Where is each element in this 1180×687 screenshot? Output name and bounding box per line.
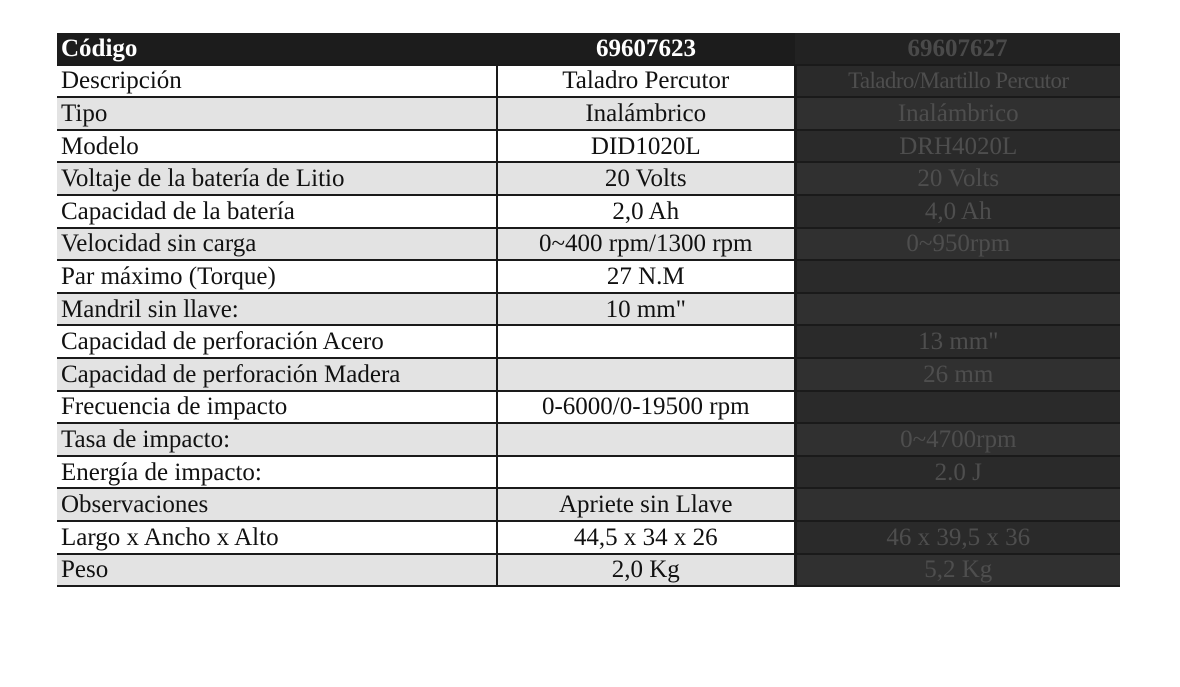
table-row [57, 97, 1120, 130]
table-row [57, 325, 1120, 358]
header-label: Código [57, 33, 497, 65]
row-value-b: 0~950rpm [795, 228, 1120, 261]
table-row [57, 456, 1120, 489]
row-value-b: Inalámbrico [795, 97, 1120, 130]
row-label: Capacidad de perforación Acero [57, 325, 497, 358]
row-value-b: 46 x 39,5 x 36 [795, 521, 1120, 554]
row-label: Par máximo (Torque) [57, 260, 497, 293]
header-model-b: 69607627 [795, 33, 1120, 65]
table-row [57, 554, 1120, 587]
row-value-b [795, 293, 1120, 326]
row-label: Largo x Ancho x Alto [57, 521, 497, 554]
table-row [57, 358, 1120, 391]
row-value-a: 10 mm" [497, 293, 795, 326]
row-value-b: 2.0 J [795, 456, 1120, 489]
row-label: Observaciones [57, 488, 497, 521]
row-value-b: DRH4020L [795, 130, 1120, 163]
row-value-a [497, 456, 795, 489]
table-row [57, 65, 1120, 98]
table-row [57, 130, 1120, 163]
row-value-a: 0~400 rpm/1300 rpm [497, 228, 795, 261]
spec-comparison-table [57, 33, 1120, 587]
row-label: Capacidad de perforación Madera [57, 358, 497, 391]
row-value-b [795, 488, 1120, 521]
row-label: Frecuencia de impacto [57, 391, 497, 424]
row-value-a: Inalámbrico [497, 97, 795, 130]
header-row [57, 33, 1120, 65]
row-value-b: 0~4700rpm [795, 423, 1120, 456]
table-row [57, 391, 1120, 424]
row-label: Modelo [57, 130, 497, 163]
row-value-b: Taladro/Martillo Percutor [795, 65, 1120, 98]
row-value-b [795, 260, 1120, 293]
row-label: Descripción [57, 65, 497, 98]
table-row [57, 162, 1120, 195]
row-value-a: 0-6000/0-19500 rpm [497, 391, 795, 424]
table-row [57, 228, 1120, 261]
row-value-b [795, 391, 1120, 424]
row-label: Tipo [57, 97, 497, 130]
table-row [57, 488, 1120, 521]
row-label: Mandril sin llave: [57, 293, 497, 326]
row-value-b: 26 mm [795, 358, 1120, 391]
row-value-a [497, 358, 795, 391]
row-value-a [497, 325, 795, 358]
header-model-a: 69607623 [497, 33, 795, 65]
row-value-a: DID1020L [497, 130, 795, 163]
row-label: Tasa de impacto: [57, 423, 497, 456]
table-row [57, 521, 1120, 554]
table-row [57, 423, 1120, 456]
row-value-b: 4,0 Ah [795, 195, 1120, 228]
row-label: Capacidad de la batería [57, 195, 497, 228]
row-value-a: 20 Volts [497, 162, 795, 195]
row-label: Voltaje de la batería de Litio [57, 162, 497, 195]
row-value-a: Apriete sin Llave [497, 488, 795, 521]
table-row [57, 293, 1120, 326]
table-row [57, 195, 1120, 228]
row-value-a [497, 423, 795, 456]
row-value-b: 5,2 Kg [795, 554, 1120, 587]
table-row [57, 260, 1120, 293]
row-value-a: Taladro Percutor [497, 65, 795, 98]
row-label: Energía de impacto: [57, 456, 497, 489]
row-value-a: 2,0 Kg [497, 554, 795, 587]
row-value-a: 2,0 Ah [497, 195, 795, 228]
row-value-a: 27 N.M [497, 260, 795, 293]
row-value-b: 20 Volts [795, 162, 1120, 195]
row-value-a: 44,5 x 34 x 26 [497, 521, 795, 554]
row-label: Peso [57, 554, 497, 587]
row-label: Velocidad sin carga [57, 228, 497, 261]
row-value-b: 13 mm" [795, 325, 1120, 358]
